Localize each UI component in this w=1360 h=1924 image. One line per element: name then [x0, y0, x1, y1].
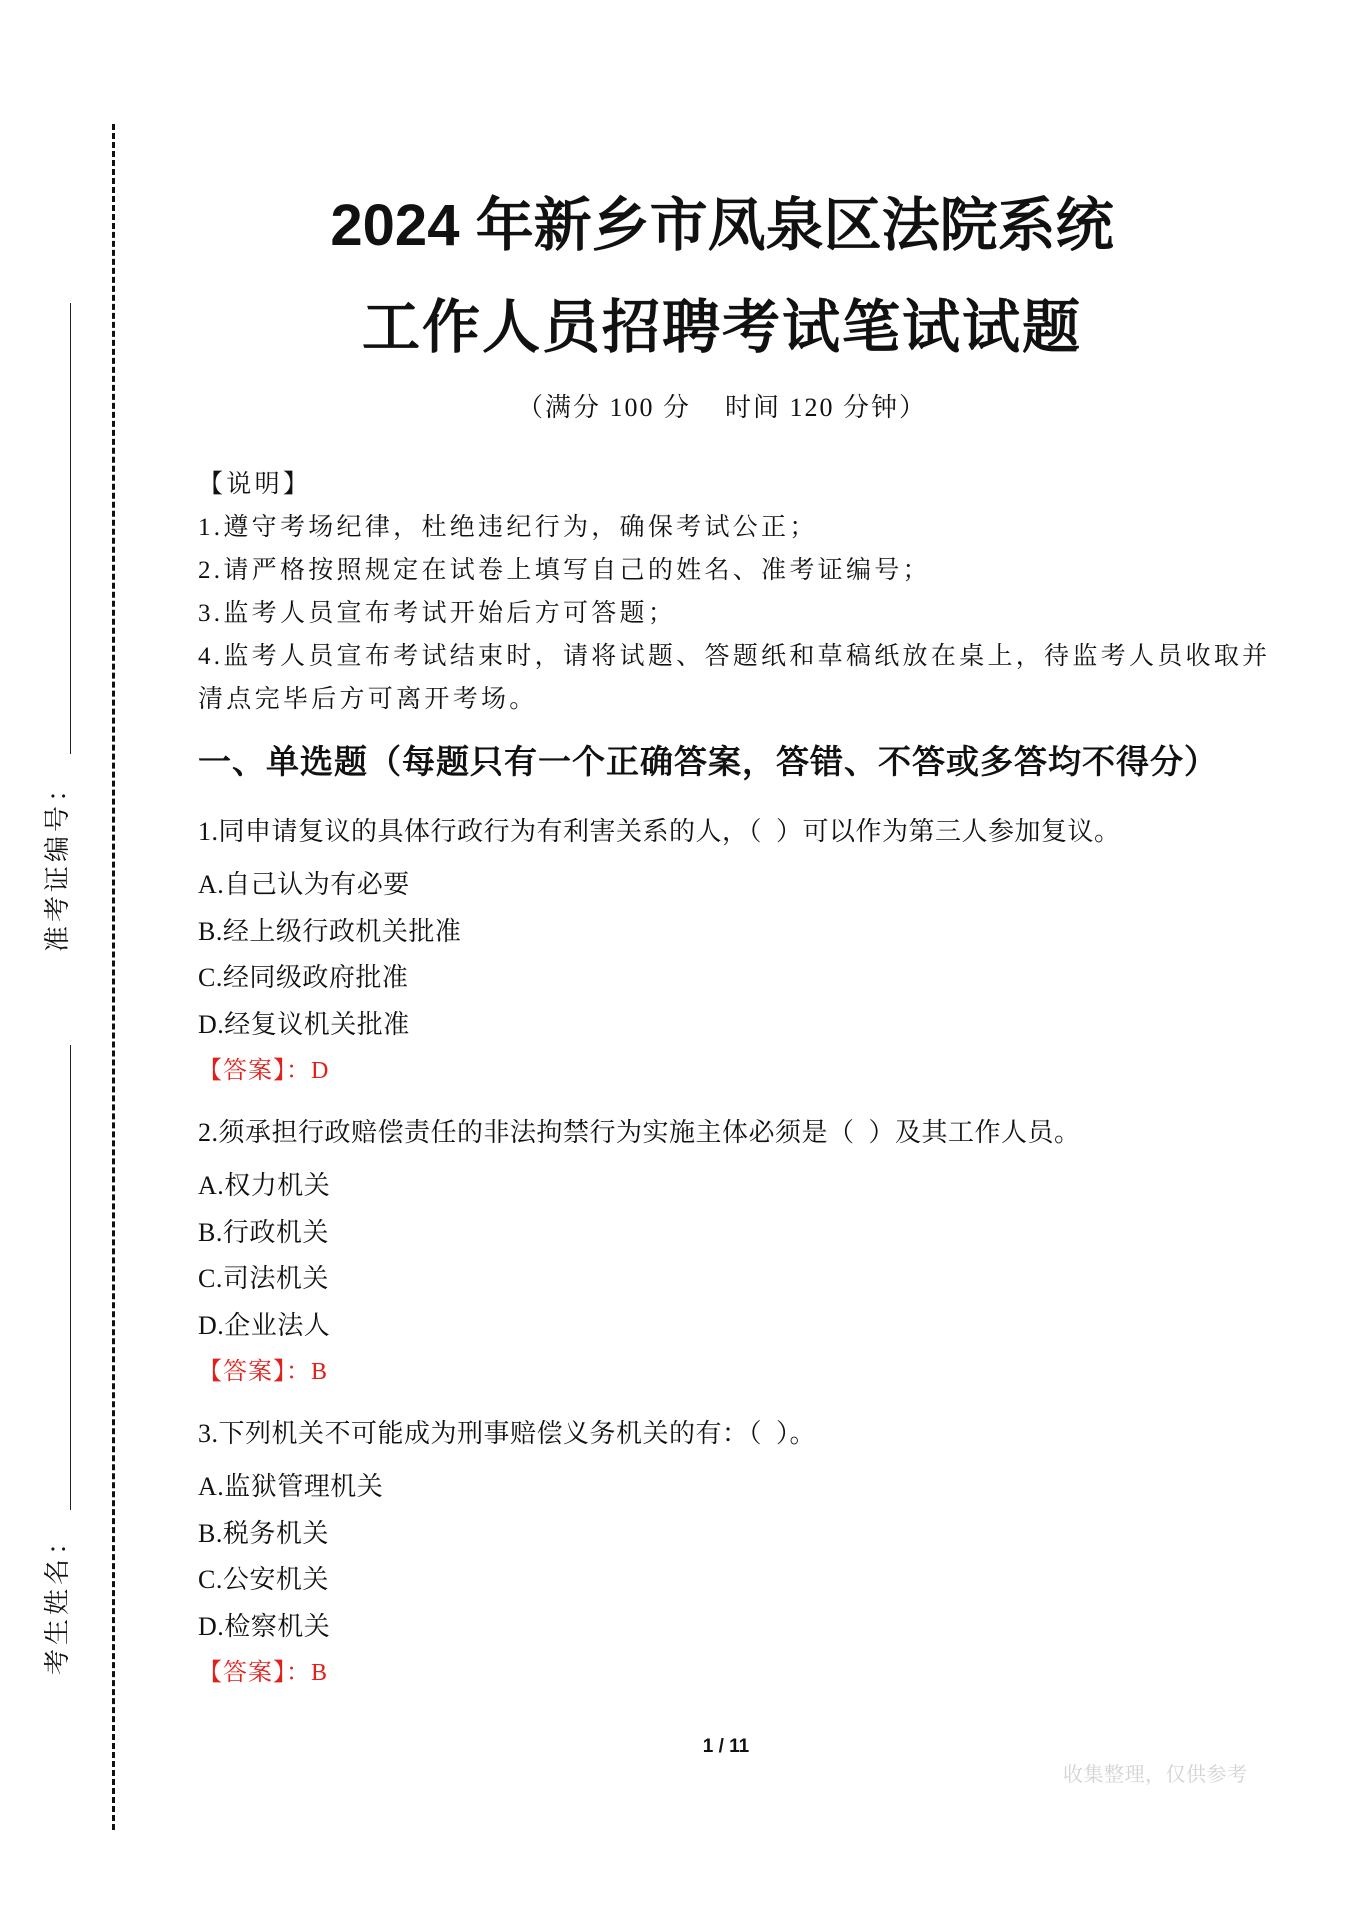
watermark-text: 收集整理，仅供参考	[1063, 1764, 1248, 1786]
question-stem: 1.同申请复议的具体行政行为有利害关系的人，（ ）可以作为第三人参加复议。	[198, 817, 1121, 846]
answer-line	[198, 1048, 1258, 1095]
instructions-heading: 【说明】	[198, 471, 312, 498]
instruction-item	[198, 549, 1258, 592]
instruction-line: 4.监考人员宣布考试结束时，请将试题、答题纸和草稿纸放在桌上，待监考人员收取并	[198, 643, 1271, 670]
page-number: 1 / 11	[702, 1736, 750, 1757]
question-stem: 3.下列机关不可能成为刑事赔偿义务机关的有：（ ）。	[198, 1419, 817, 1448]
option-c: C.司法机关	[198, 1264, 329, 1293]
option-list	[198, 862, 1258, 1095]
instruction-line: 1.遵守考场纪律，杜绝违纪行为，确保考试公正；	[198, 514, 818, 541]
exam-id-label: 准考证编号：	[43, 771, 72, 953]
instruction-item	[198, 592, 1258, 635]
option-c: C.经同级政府批准	[198, 963, 409, 992]
answer-value: D	[311, 1058, 330, 1084]
option-d: D.企业法人	[198, 1310, 331, 1340]
dashed-binding-line	[112, 124, 115, 1830]
option-b: B.税务机关	[198, 1518, 329, 1548]
page-title-line1: 2024 年新乡市凤泉区法院系统	[330, 193, 1114, 258]
question-stem: 2.须承担行政赔偿责任的非法拘禁行为实施主体必须是（ ）及其工作人员。	[198, 1118, 1081, 1147]
option-list	[198, 1163, 1258, 1396]
question-item	[198, 1412, 1258, 1697]
instruction-item	[198, 635, 1271, 721]
answer-label: 【答案】：	[198, 1660, 311, 1686]
page-title-line2: 工作人员招聘考试笔试试题	[361, 295, 1082, 360]
instruction-line: 2.请严格按照规定在试卷上填写自己的姓名、准考证编号；	[198, 557, 931, 584]
option-d: D.经复议机关批准	[198, 1009, 410, 1039]
question-list	[198, 810, 1258, 1713]
name-underline	[70, 1045, 71, 1510]
answer-line	[198, 1650, 1258, 1697]
option-c: C.公安机关	[198, 1565, 329, 1594]
option-b: B.行政机关	[198, 1217, 329, 1247]
exam-id-underline	[70, 303, 71, 754]
instruction-line: 清点完毕后方可离开考场。	[198, 686, 538, 713]
answer-label: 【答案】：	[198, 1359, 311, 1385]
instruction-line: 3.监考人员宣布考试开始后方可答题；	[198, 600, 677, 627]
option-a: A.监狱管理机关	[198, 1472, 384, 1501]
option-a: A.自己认为有必要	[198, 870, 410, 899]
answer-label: 【答案】：	[198, 1058, 311, 1084]
section-title-single-choice: 一、单选题（每题只有一个正确答案，答错、不答或多答均不得分）	[198, 743, 1218, 780]
answer-line	[198, 1349, 1258, 1396]
candidate-name-label: 考生姓名：	[43, 1524, 72, 1676]
answer-value: B	[311, 1660, 329, 1686]
option-b: B.经上级行政机关批准	[198, 916, 462, 946]
question-item	[198, 1111, 1258, 1396]
option-a: A.权力机关	[198, 1171, 331, 1200]
option-d: D.检察机关	[198, 1611, 331, 1641]
instruction-item	[198, 506, 1258, 549]
exam-subtitle: （满分 100 分 时间 120 分钟）	[516, 393, 927, 422]
option-list	[198, 1464, 1258, 1697]
question-item	[198, 810, 1258, 1095]
instructions-block	[198, 463, 1271, 721]
answer-value: B	[311, 1359, 329, 1385]
